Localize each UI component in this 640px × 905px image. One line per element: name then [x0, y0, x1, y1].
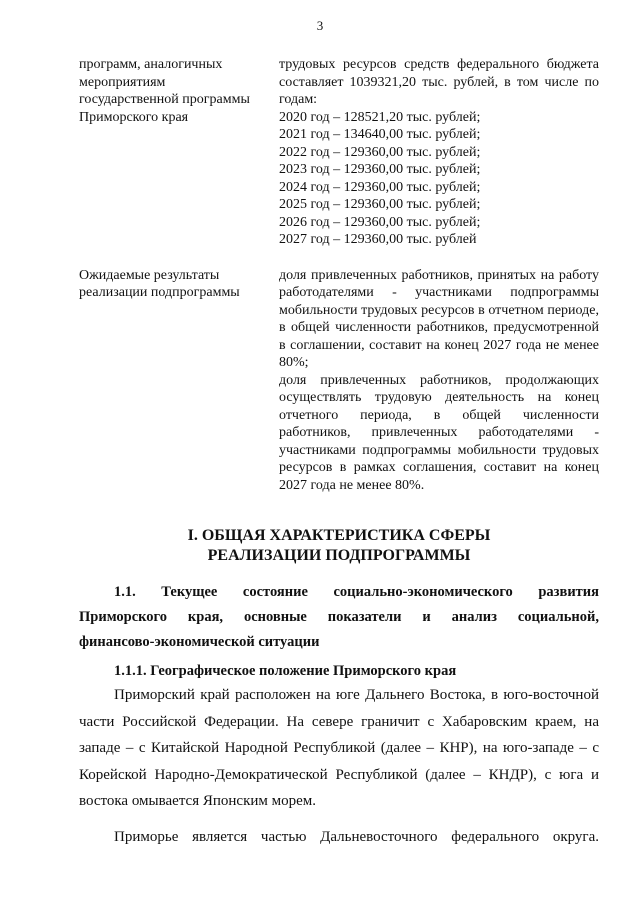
geo-heading: 1.1.1. Географическое положение Приморского края — [114, 663, 457, 679]
results-label-line: Ожидаемые результаты — [79, 267, 220, 283]
funding-year-2024: 2024 год – 129360,00 тыс. рублей; — [279, 179, 481, 195]
body-text — [79, 682, 599, 850]
subsection-heading-line: 1.1. Текущее состояние социально-экономического развития — [114, 584, 599, 600]
results-label — [79, 267, 279, 495]
funding-row — [79, 56, 599, 249]
funding-year-2026: 2026 год – 129360,00 тыс. рублей; — [279, 214, 481, 230]
funding-year-2022: 2022 год – 129360,00 тыс. рублей; — [279, 144, 481, 160]
funding-label-line: мероприятиям — [79, 74, 166, 90]
subsection-heading — [79, 580, 599, 655]
funding-year-2021: 2021 год – 134640,00 тыс. рублей; — [279, 127, 481, 142]
funding-year-2025: 2025 год – 129360,00 тыс. рублей; — [279, 197, 481, 212]
result-indicator-1: доля привлеченных работников, принятых на работу работодателями - участниками подпрограммы мобильности трудовых ресурсов в отчетном периоде, в общей численности работников, предусмотренной в соглашении, составит на конец 2027 года не менее 80%; — [279, 267, 599, 370]
paragraph-district: Приморье является частью Дальневосточного федерального округа. — [114, 828, 599, 845]
funding-label-line: Приморского края — [79, 109, 189, 125]
section-title-line: РЕАЛИЗАЦИИ ПОДПРОГРАММЫ — [207, 547, 471, 564]
results-value — [279, 267, 599, 495]
passport-table — [79, 56, 599, 494]
funding-intro: трудовых ресурсов средств федерального бюджета составляет 1039321,20 тыс. рублей, в том числе по годам: — [279, 57, 599, 107]
funding-year-2023: 2023 год – 129360,00 тыс. рублей; — [279, 162, 481, 177]
funding-value — [279, 56, 599, 249]
section-title — [79, 526, 599, 566]
funding-label — [79, 56, 279, 249]
page-number: 3 — [316, 18, 324, 33]
subsection-heading-line: финансово-экономической ситуации — [79, 634, 320, 650]
paragraph-geography: Приморский край расположен на юге Дальнего Востока, в юго-восточной части Российской Федерации. На севере граничит с Хабаровским краем, на западе – с Китайской Народной Республикой (далее – КНР), на юго-западе – с Корейской Народно-Демократической Республикой (далее – КНДР), с юга и востока омывается Японским морем. — [79, 687, 599, 809]
funding-label-line: государственной программы — [79, 92, 250, 107]
results-label-line: реализации подпрограммы — [79, 285, 240, 300]
section-title-line: I. ОБЩАЯ ХАРАКТЕРИСТИКА СФЕРЫ — [187, 527, 491, 544]
result-indicator-2: доля привлеченных работников, продолжающих осуществлять трудовую деятельность на конец отчетного периода, в общей численности работников, привлеченных работодателями - участниками подпрограммы мобильности трудовых ресурсов в рамках соглашения, составит на конец 2027 года не менее 80%. — [279, 372, 599, 493]
funding-year-2020: 2020 год – 128521,20 тыс. рублей; — [279, 109, 481, 125]
subsection-heading-line: Приморского края, основные показатели и анализ социальной, — [79, 609, 599, 625]
results-row — [79, 267, 599, 495]
funding-label-line: программ, аналогичных — [79, 57, 223, 72]
funding-year-2027: 2027 год – 129360,00 тыс. рублей — [279, 232, 477, 247]
